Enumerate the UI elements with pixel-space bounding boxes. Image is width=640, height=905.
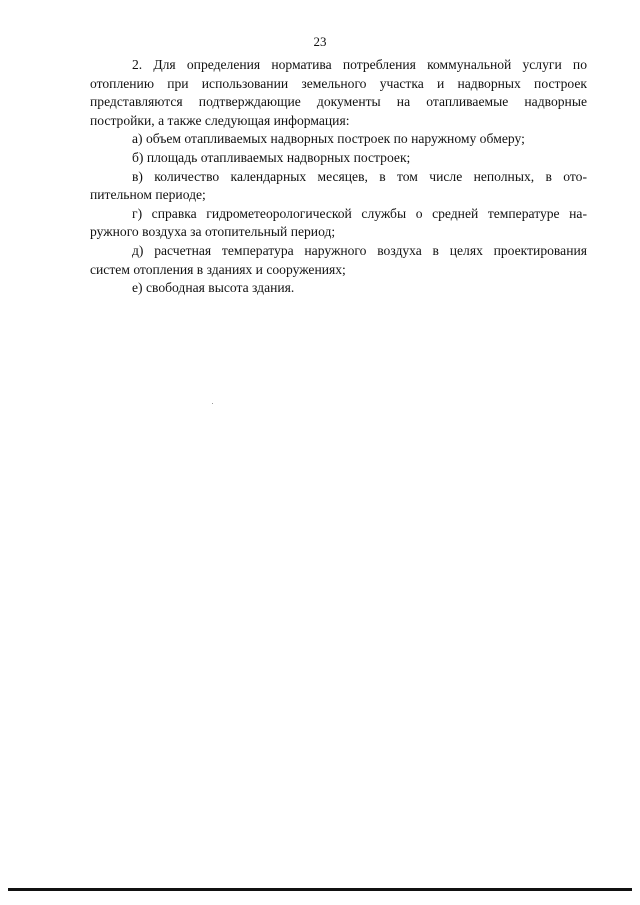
text-line: пительном периоде; [90,187,206,203]
text-line: в) количество календарных месяцев, в том числе неполных, в ото- [132,168,587,184]
text-line: а) объем отапливаемых надворных построек по наружному обмеру; [132,131,525,147]
text-line: г) справка гидрометеорологической службы о средней температуре на- [132,205,587,221]
page-number: 23 [313,34,327,49]
document-body [90,56,587,298]
scan-speck [212,403,213,404]
text-line: ружного воздуха за отопительный период; [90,224,336,240]
text-line: 2. Для определения норматива потребления коммунальной услуги по [132,57,587,72]
text-line: постройки, а также следующая информация: [90,112,350,128]
text-line: б) площадь отапливаемых надворных построек; [132,149,411,165]
text-line: представляются подтверждающие документы на отапливаемые надворные [90,94,587,110]
text-line: отоплению при использовании земельного участка и надворных построек [90,75,587,91]
text-line: систем отопления в зданиях и сооружениях; [90,261,346,277]
text-line: д) расчетная температура наружного воздуха в целях проектирования [132,242,587,258]
text-line: е) свободная высота здания. [132,280,295,296]
bottom-rule [8,888,632,891]
